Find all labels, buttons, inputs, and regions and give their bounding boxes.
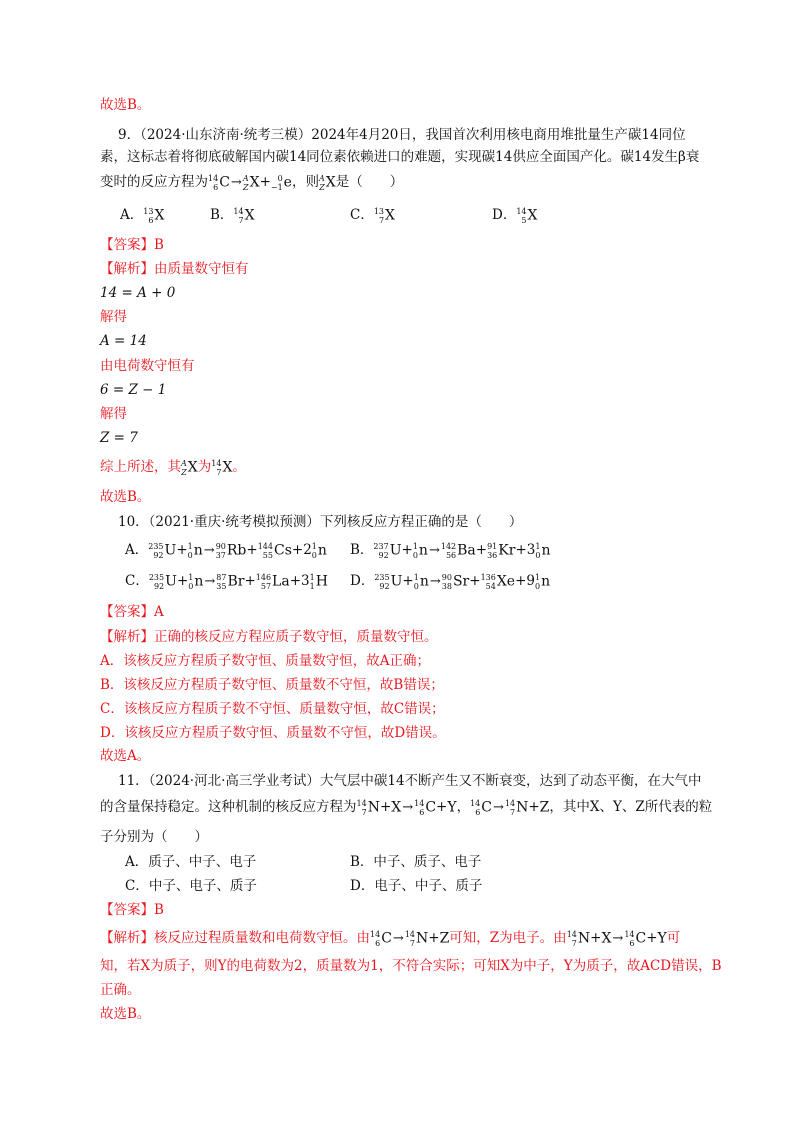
q11-analysis-line2: 知，若X为质子，则Y的电荷数为2，质量数为1，不符合实际；可知X为中子，Y为质子，故ACD错误，B [100, 958, 722, 974]
q9-eq3: 6 = Z − 1 [100, 382, 167, 398]
q10-analysis-4: D．该核反应方程质子数守恒、质量数不守恒，故D错误。 [100, 725, 446, 741]
q9-eq4: Z = 7 [100, 430, 138, 446]
q11-stem-line1: 11．（2024·河北·高三学业考试）大气层中碳14不断产生又不断衰变，达到了动态平衡，在大气中 [118, 773, 702, 789]
q9-option-b: B． 14 7 X [210, 206, 255, 225]
q9-solve2: 解得 [100, 406, 127, 422]
q9-option-c: C． 13 7 X [350, 206, 395, 225]
q9-stem-text-a: 变时的反应方程为 [100, 174, 208, 190]
q11-analysis-line3: 正确。 [100, 982, 141, 998]
q9-stem-text-b: ，则 [291, 174, 319, 190]
q10-option-b: B． 237 92 U+ 1 0 n→ 142 56 Ba+ 91 36 Kr+3 1 0 n [350, 541, 551, 560]
q10-analysis-1: A．该核反应方程质子数守恒、质量数守恒，故A正确； [100, 653, 430, 669]
q10-option-a: A． 235 92 U+ 1 0 n→ 90 37 Rb+ 144 55 Cs+2 1 0 n [125, 541, 327, 560]
intro-answer: 故选B。 [100, 97, 151, 113]
q11-option-b: B．中子、质子、电子 [350, 854, 482, 870]
q11-stem-line2: 的含量保持稳定。这种机制的核反应方程为 14 7 N+X→ 14 6 C+Y， 14 6 C→ 14 7 N+Z，其中X、Y、Z所代表的粒 [100, 798, 713, 817]
q11-option-d: D．电子、中子、质子 [350, 878, 483, 894]
q9-stem-line1: 9．（2024·山东济南·统考三模）2024年4月20日，我国首次利用核电商用堆批量生产碳14同位 [118, 127, 686, 143]
q11-final: 故选B。 [100, 1006, 151, 1022]
q9-final: 故选B。 [100, 489, 151, 505]
q9-solve1: 解得 [100, 309, 127, 325]
q10-final: 故选A。 [100, 748, 151, 764]
q9-unknown-nuclide: A Z X [318, 173, 336, 192]
q9-stem-text-c: 是（ ） [335, 174, 404, 190]
q9-eq1: 14 = A + 0 [100, 285, 176, 301]
q11-analysis-line1: 【解析】核反应过程质量数和电荷数守恒。由 14 6 C→ 14 7 N+Z可知，Z为电子。由 14 7 N+X→ 14 6 C+Y可 [100, 929, 681, 948]
q10-analysis-3: C．该核反应方程质子数不守恒、质量数守恒，故C错误； [100, 701, 445, 717]
q10-stem: 10．（2021·重庆·统考模拟预测）下列核反应方程正确的是（ ） [118, 514, 523, 530]
q9-option-d: D． 14 5 X [492, 206, 538, 225]
q11-option-c: C．中子、电子、质子 [125, 878, 257, 894]
q9-charge: 由电荷数守恒有 [100, 358, 195, 374]
q11-stem-line3: 子分别为（ ） [100, 829, 208, 845]
q11-answer: 【答案】B [100, 902, 164, 918]
q9-equation: 14 6 C→ A Z X+ 0 −1 e [208, 173, 292, 192]
q10-option-d: D． 235 92 U+ 1 0 n→ 90 38 Sr+ 136 54 Xe+9 1 0 n [350, 572, 551, 591]
q9-eq2: A = 14 [100, 333, 147, 349]
q10-answer: 【答案】A [100, 604, 164, 620]
q9-stem-line3 [100, 171, 403, 194]
q11-option-a: A．质子、中子、电子 [125, 854, 257, 870]
q10-option-c: C． 235 92 U+ 1 0 n→ 87 35 Br+ 146 57 La+3 1 1 H [125, 572, 328, 591]
q9-answer: 【答案】B [100, 237, 164, 253]
q10-analysis-0: 【解析】正确的核反应方程应质子数守恒，质量数守恒。 [100, 629, 438, 645]
q9-summary: 综上所述，其 A Z X为 14 7 X。 [100, 458, 246, 477]
q10-analysis-2: B．该核反应方程质子数守恒、质量数不守恒，故B错误； [100, 677, 444, 693]
q9-stem-line2: 素，这标志着将彻底破解国内碳14同位素依赖进口的难题，实现碳14供应全面国产化。碳14发生β衰 [100, 149, 700, 165]
q9-analysis-head: 【解析】由质量数守恒有 [100, 261, 249, 277]
q9-option-a: A． 13 6 X [120, 206, 165, 225]
